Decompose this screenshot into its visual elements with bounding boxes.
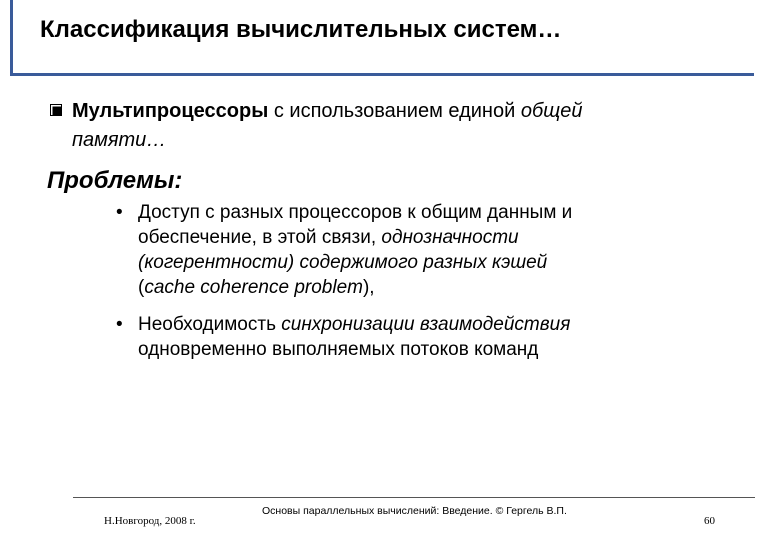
title-underline: [10, 73, 754, 76]
page-number: 60: [704, 515, 715, 527]
main-bullet-italic: общей: [520, 100, 583, 122]
sub1-line2-italic: однозначности: [381, 227, 519, 248]
bullet-dot-icon: •: [116, 314, 123, 335]
problems-heading: Проблемы:: [47, 167, 183, 194]
slide-title: Классификация вычислительных систем…: [40, 16, 562, 43]
sub2-line1-italic: синхронизации взаимодействия: [281, 314, 571, 335]
main-bullet-text: [72, 97, 582, 155]
sub1-line3: (когерентности) содержимого разных кэшей: [138, 252, 548, 273]
footer-divider: [73, 497, 755, 498]
footer-location-date: Н.Новгород, 2008 г.: [104, 515, 196, 527]
square-bullet-icon: [50, 104, 62, 116]
sub1-line2-plain: обеспечение, в этой связи,: [138, 227, 382, 248]
sub1-line1: Доступ с разных процессоров к общим данным и: [138, 202, 573, 223]
main-bullet-rest: с использованием единой: [268, 100, 521, 122]
sub2-line1-plain: Необходимость: [138, 314, 282, 335]
bullet-dot-icon: •: [116, 202, 123, 223]
main-bullet-line2: памяти…: [72, 129, 167, 151]
main-bullet-bold: Мультипроцессоры: [72, 100, 269, 122]
sub1-line4-pre: (: [138, 277, 145, 298]
sub1-line4-post: ),: [362, 277, 375, 298]
sub2-line2: одновременно выполняемых потоков команд: [138, 339, 539, 360]
footer-course-title: Основы параллельных вычислений: Введение. © Гергель В.П.: [262, 505, 567, 517]
sub1-line4-italic: cache coherence problem: [144, 277, 363, 298]
title-accent-bar: [10, 0, 13, 76]
